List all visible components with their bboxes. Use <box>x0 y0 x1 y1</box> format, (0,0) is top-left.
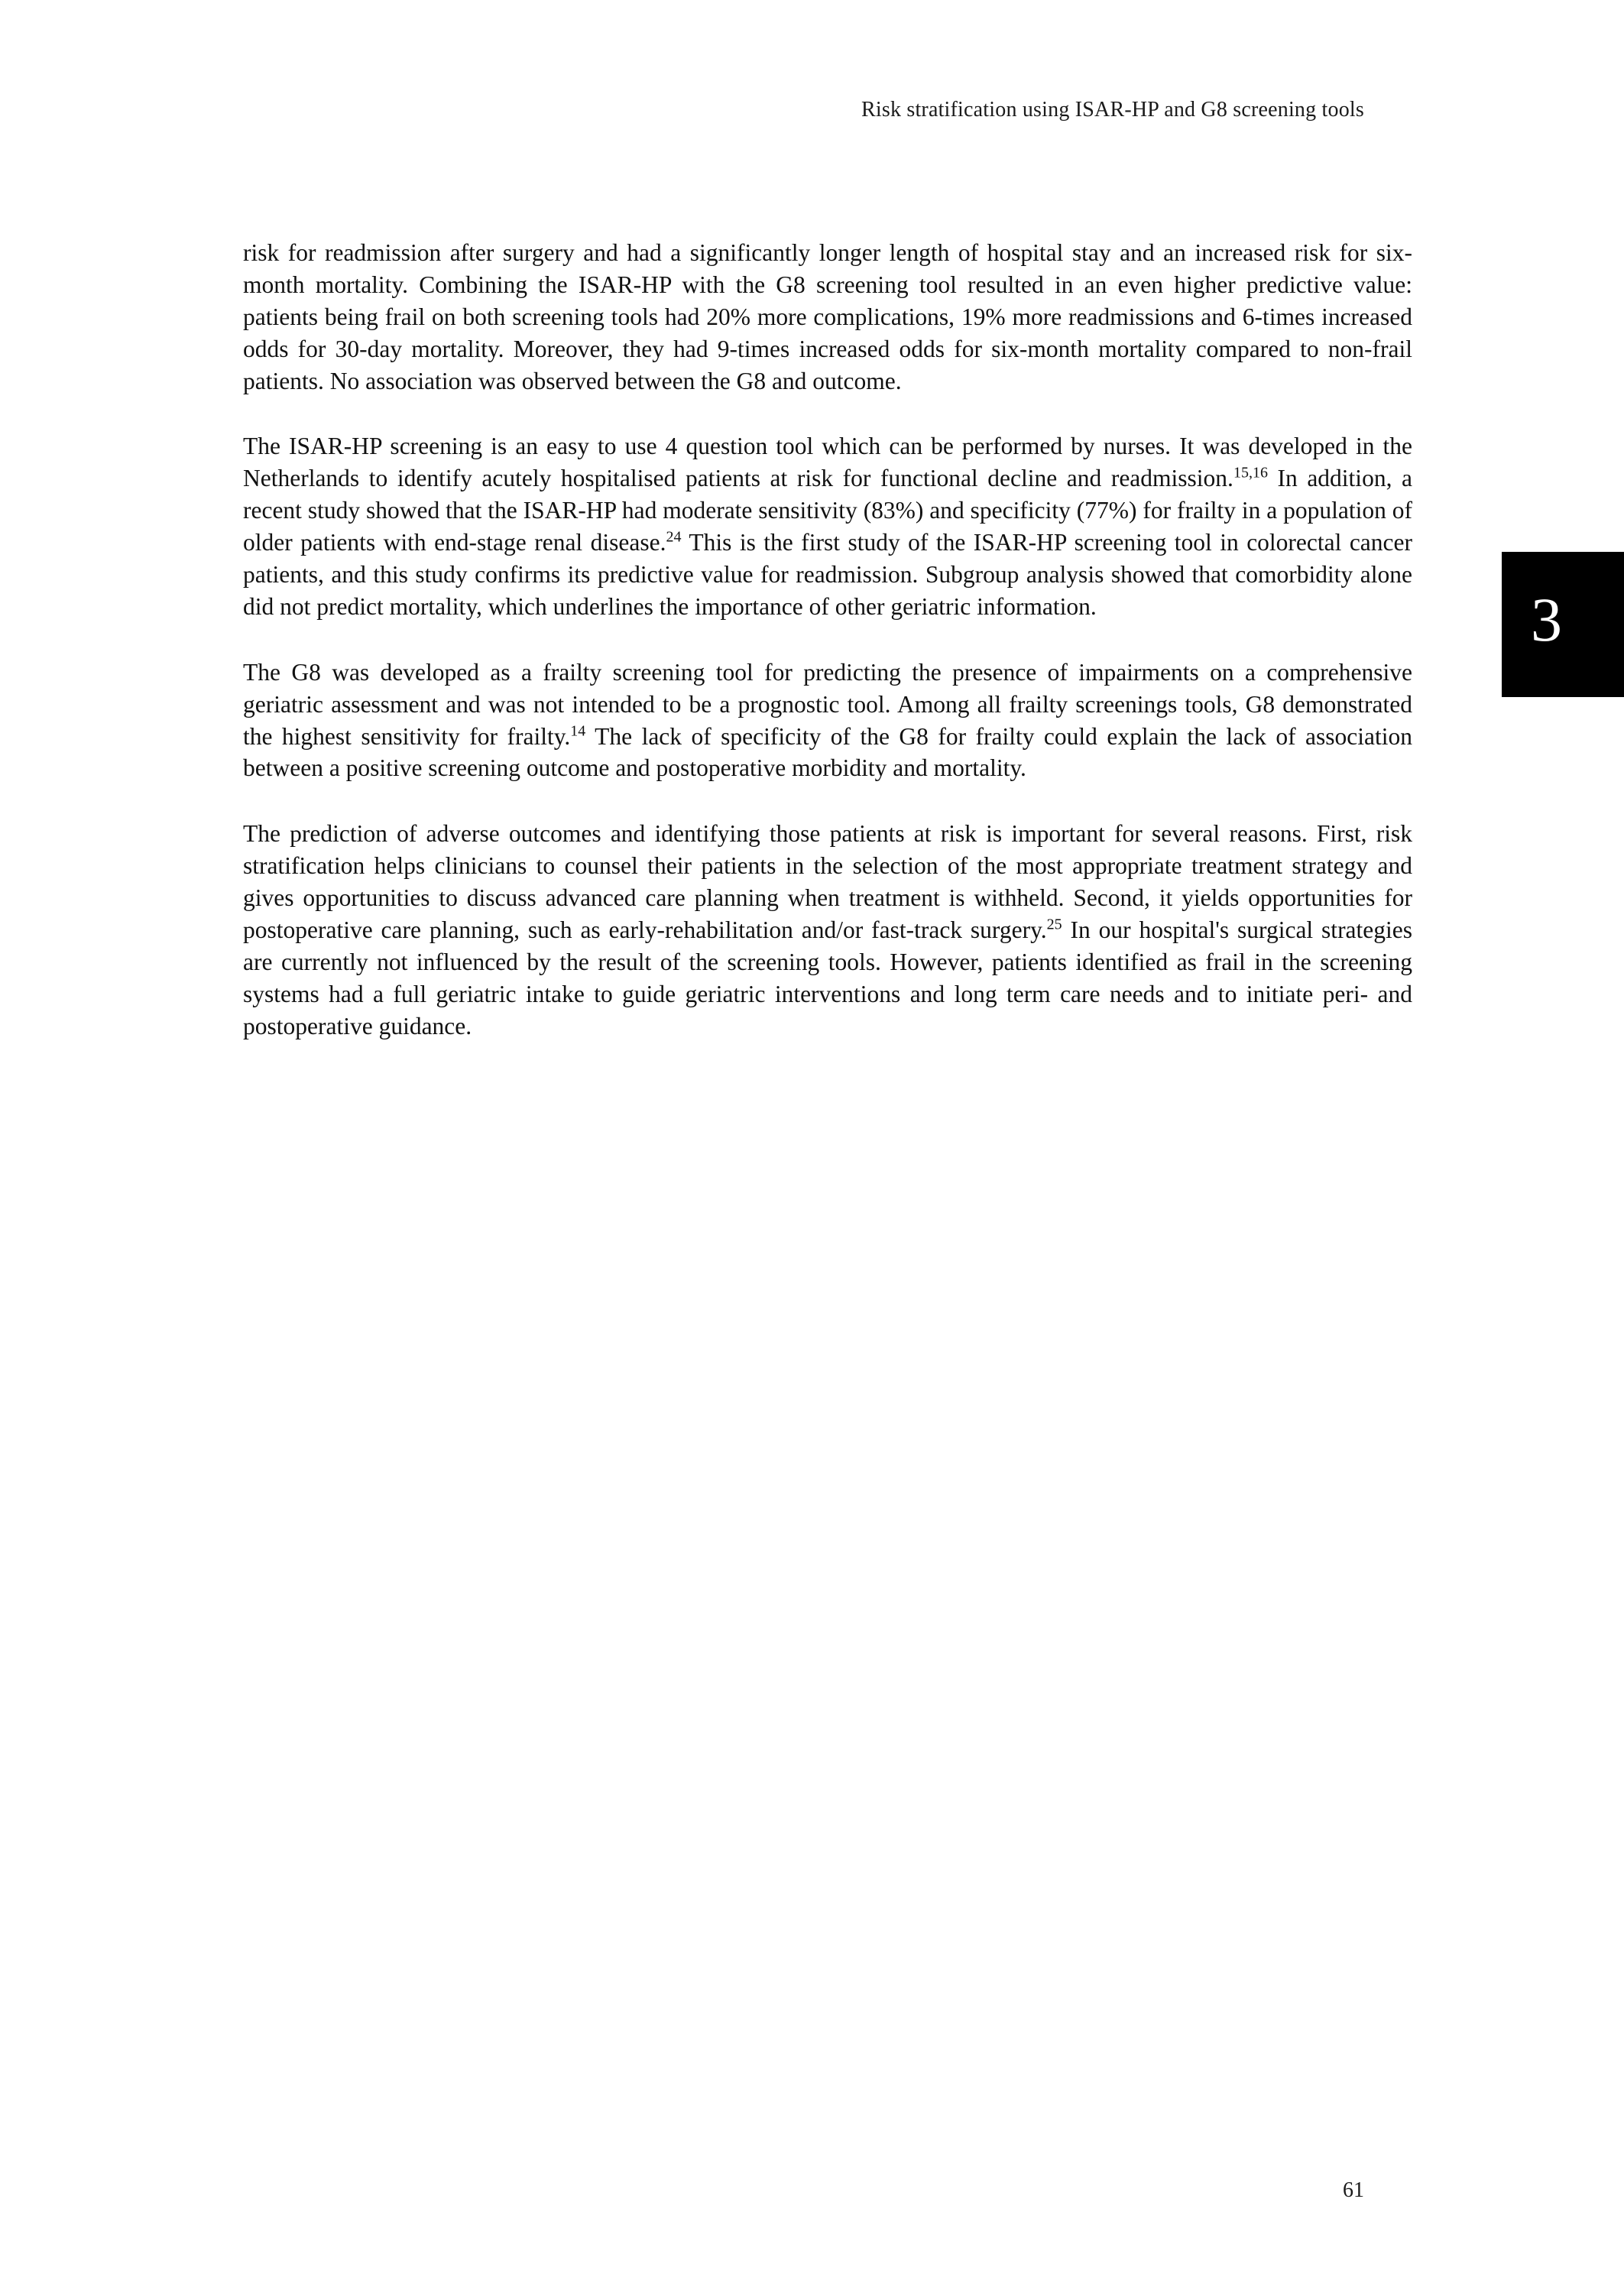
paragraph-3: The G8 was developed as a frailty screening tool for predicting the presence of impairments on a comprehensive geriatric assessment and was not intended to be a prognostic tool. Among all frailty screenings tools, G8 demonstrated the highest sensitivity for frailty.$^{14}$ The lack of specificity of the G8 for frailty could explain the lack of association between a positive screening outcome and postoperative morbidity and mortality. <box>243 658 1412 782</box>
chapter-number-label: 3 <box>1531 585 1562 654</box>
paragraph-2: The ISAR-HP screening is an easy to use 4 question tool which can be performed by nurses. It was developed in the Netherlands to identify acutely hospitalised patients at risk for functional decline and readmission.$^{15,16}$ In addition, a recent study showed that the ISAR-HP had moderate sensitivity (83%) and specificity (77%) for frailty in a population of older patients with end-stage renal disease.$^{24}$ This is the first study of the ISAR-HP screening tool in colorectal cancer patients, and this study confirms its predictive value for readmission. Subgroup analysis showed that comorbidity alone did not predict mortality, which underlines the importance of other geriatric information. <box>243 433 1412 620</box>
body-text-column <box>243 237 1412 1043</box>
running-head: Risk stratification using ISAR-HP and G8 screening tools <box>861 98 1364 122</box>
paragraph-4: The prediction of adverse outcomes and identifying those patients at risk is important for several reasons. First, risk stratification helps clinicians to counsel their patients in the selection of the most appropriate treatment strategy and gives opportunities to discuss advanced care planning when treatment is withheld. Second, it yields opportunities for postoperative care planning, such as early-rehabilitation and/or fast-track surgery.$^{25}$ In our hospital's surgical strategies are currently not influenced by the result of the screening tools. However, patients identified as frail in the screening systems had a full geriatric intake to guide geriatric interventions and long term care needs and to initiate peri- and postoperative guidance. <box>243 820 1413 1039</box>
page-number: 61 <box>1343 2178 1364 2202</box>
chapter-number-tab <box>1502 552 1624 697</box>
paragraph-1: risk for readmission after surgery and had a significantly longer length of hospital stay and an increased risk for six-month mortality. Combining the ISAR-HP with the G8 screening tool resulted in an even higher predictive value: patients being frail on both screening tools had 20% more complications, 19% more readmissions and 6-times increased odds for 30-day mortality. Moreover, they had 9-times increased odds for six-month mortality compared to non-frail patients. No association was observed between the G8 and outcome. <box>243 239 1412 394</box>
